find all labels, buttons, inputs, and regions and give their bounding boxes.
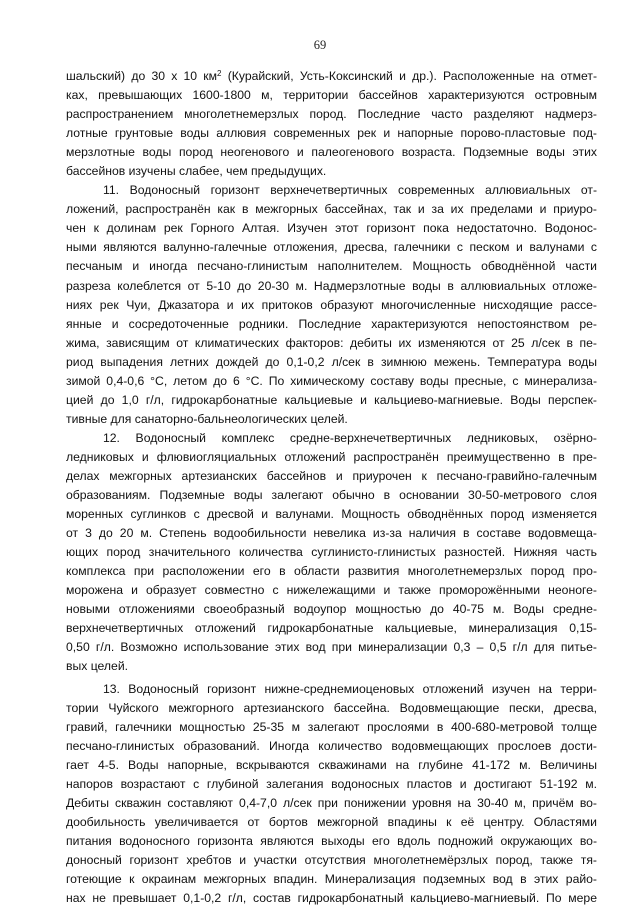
page-number: 69 bbox=[313, 38, 327, 52]
paragraph-13-heading-line: 13. Водоносный горизонт нижне-среднемиоценовых отложений изучен на терри- bbox=[103, 681, 597, 696]
text-line: ледниковых и флювиогляциальных отложений распространён преимущественно в пре- bbox=[66, 449, 597, 464]
text-line: моренных суглинков с дресвой и валунами. Мощность обводнённых пород изменяется bbox=[66, 507, 597, 522]
text-line: верхнечетвертичных отложений гидрокарбонатные кальциевые, минерализация 0,15- bbox=[66, 621, 597, 636]
text-line: лотные грунтовые воды аллювия современных рек и напорные порово-пластовые под- bbox=[66, 126, 597, 141]
text-line: бассейнов изучены слабее, чем предыдущих. bbox=[66, 164, 327, 179]
text-line: морожена и образует совместно с нижележащими и также проморожёнными неоноге- bbox=[66, 583, 597, 598]
text-line: чен к долинам рек Горного Алтая. Изучен этот горизонт пока недостаточно. Водонос- bbox=[66, 221, 597, 236]
text-line: жима, зависящим от климатических факторов: дебиты их изменяются от 25 л/сек в пе- bbox=[66, 335, 597, 350]
text-line: тивные для санаторно-бальнеологических целей. bbox=[66, 411, 348, 426]
text-line: ющих пород значительного количества суглинисто-глинистых разностей. Нижняя часть bbox=[66, 545, 597, 560]
text-line: гравий, галечники мощностью 25-35 м залегают прослоями в 400-680-метровой толще bbox=[66, 719, 597, 734]
text-line-end: (Курайский, Усть-Коксинский и др.). Расположенные на отмет- bbox=[221, 69, 597, 83]
text-line: от 3 до 20 м. Степень водообильности невелика из-за наличия в составе водовмеща- bbox=[66, 526, 597, 541]
superscript-2: 2 bbox=[217, 69, 222, 78]
text-line: делах межгорных артезианских бассейнов и приурочен к песчано-гравийно-галечным bbox=[66, 468, 597, 483]
text-line: новыми отложениями своеобразный водоупор мощностью до 40-75 м. Воды средне- bbox=[66, 602, 597, 617]
text-line: нах не превышает 0,1-0,2 г/л, состав гидрокарбонатный кальциево-магниевый. По мере bbox=[66, 891, 597, 906]
text-line: песчано-глинистых образований. Иногда количество водовмещающих прослоев дости- bbox=[66, 738, 597, 753]
text-line: ках, превышающих 1600-1800 м, территории бассейнов характеризуются островным bbox=[66, 88, 597, 103]
text-line: ными являются валунно-галечные отложения, дресва, галечники с песком и валунами с bbox=[66, 240, 597, 255]
text-line: Дебиты скважин составляют 0,4-7,0 л/сек при понижении уровня на 30-40 м, причём во- bbox=[66, 795, 597, 810]
text-line: комплекса при расположении его в области развития многолетнемерзлых пород про- bbox=[66, 564, 597, 579]
text-line-start: шальский) до 30 х 10 км bbox=[66, 69, 218, 83]
text-line: дообильность увеличивается от бортов межгорной впадины к её центру. Областями bbox=[66, 814, 597, 829]
text-line: вых целей. bbox=[66, 659, 129, 674]
text-line: напоров возрастают с глубиной залегания водоносных пластов и достигают 51-192 м. bbox=[66, 776, 597, 791]
text-line: ниях рек Чуи, Джазатора и их притоков образуют многочисленные нисходящие рассе- bbox=[66, 297, 597, 312]
text-line: образованиям. Подземные воды залегают обычно в основании 30-50-метрового слоя bbox=[66, 488, 597, 503]
text-line: разреза колеблется от 5-10 до 20-30 м. Надмерзлотные воды в аллювиальных отложе- bbox=[66, 278, 597, 293]
text-line: 0,50 г/л. Возможно использование этих вод при минерализации 0,3 – 0,5 г/л для питье- bbox=[66, 640, 597, 655]
text-line: риод выпадения летних дождей до 0,1-0,2 л/сек в зимнюю межень. Температура воды bbox=[66, 354, 597, 369]
text-line: гает 4-5. Воды напорные, вскрываются скважинами на глубине 41-172 м. Величины bbox=[66, 757, 597, 772]
body-text bbox=[66, 67, 597, 908]
text-line: песчаным и иногда песчано-глинистым наполнителем. Мощность обводнённой части bbox=[66, 259, 597, 274]
text-line bbox=[66, 67, 597, 86]
text-line: распространением многолетнемерзлых пород. Последние часто разделяют надмерз- bbox=[66, 107, 597, 122]
text-line: тории Чуйского межгорного артезианского бассейна. Водовмещающие пески, дресва, bbox=[66, 700, 597, 715]
paragraph-11-heading-line: 11. Водоносный горизонт верхнечетвертичных современных аллювиальных от- bbox=[103, 183, 597, 198]
text-line: ложений, распространён как в межгорных бассейнах, так и за их пределами и приуро- bbox=[66, 202, 597, 217]
paragraph-12-heading-line: 12. Водоносный комплекс средне-верхнечетвертичных ледниковых, озёрно- bbox=[103, 430, 597, 445]
text-line: питания водоносного горизонта являются выходы его вдоль подножий окружающих во- bbox=[66, 833, 597, 848]
text-line: доносный горизонт хребтов и участки отсутствия многолетнемёрзлых пород, также тя- bbox=[66, 852, 597, 867]
text-line: цией до 1,0 г/л, гидрокарбонатные кальциевые и кальциево-магниевые. Воды перспек- bbox=[66, 392, 597, 407]
text-line: янные и сосредоточенные родники. Последние характеризуются непостоянством ре- bbox=[66, 316, 597, 331]
text-line: мерзлотные воды пород неогенового и палеогенового возраста. Подземные воды этих bbox=[66, 145, 597, 160]
text-line: готеющие к окраинам межгорных впадин. Минерализация подземных вод в этих райо- bbox=[66, 871, 597, 886]
text-line: зимой 0,4-0,6 °С, летом до 6 °С. По химическому составу воды пресные, с минерализа- bbox=[66, 373, 597, 388]
